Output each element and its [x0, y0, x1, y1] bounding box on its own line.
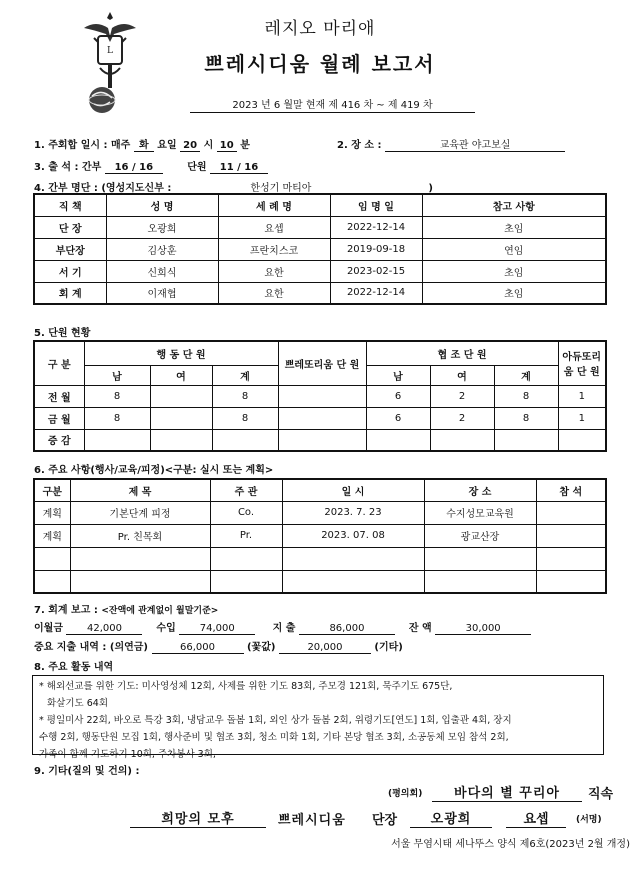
activity-line: 화살기도 64회 [47, 698, 108, 709]
table-row [34, 282, 606, 304]
event-type [34, 570, 70, 593]
total-header: 계 [212, 365, 278, 385]
event-attend [536, 547, 606, 570]
table-row [34, 501, 606, 524]
event-host [210, 547, 282, 570]
balance-amount: 30,000 [435, 623, 531, 635]
officer-baptism: 요한 [218, 282, 330, 304]
table-row [34, 429, 606, 451]
active-female [150, 385, 212, 407]
praesidium-member [278, 429, 366, 451]
officer-name: 오광희 [106, 216, 218, 238]
section-8-label: 8. 주요 활동 내역 [34, 662, 114, 673]
adjutor-count: 1 [558, 385, 606, 407]
income-amount: 74,000 [179, 623, 255, 635]
adjutor-count [558, 429, 606, 451]
org-title: 레지오 마리애 [264, 19, 376, 39]
svg-text:L: L [107, 46, 113, 56]
event-place: 수지성모교육원 [424, 501, 536, 524]
section-1-row [34, 136, 250, 152]
aux-female [430, 429, 494, 451]
officer-baptism: 요한 [218, 260, 330, 282]
meeting-day: 화 [134, 136, 154, 152]
section-9-label: 9. 기타(질의 및 건의) : [34, 766, 140, 777]
section-3-row [34, 158, 268, 174]
report-period: 2023 년 6 월말 현재 제 416 차 ~ 제 419 차 [190, 96, 475, 113]
officer-role: 회 계 [34, 282, 106, 304]
officer-note: 연임 [422, 238, 606, 260]
event-title: Pr. 친목회 [70, 524, 210, 547]
finance-label: 7. 회계 보고 : [34, 605, 98, 616]
flower-amount: 20,000 [279, 642, 371, 654]
event-header: 참 석 [536, 479, 606, 501]
finance-row [34, 619, 531, 635]
officers-table [33, 193, 607, 305]
aux-female: 2 [430, 407, 494, 429]
active-male [84, 429, 150, 451]
officer-note: 초임 [422, 282, 606, 304]
member-label: 단원 [187, 162, 207, 173]
officers-close: ) [428, 183, 433, 194]
officer-note: 초임 [422, 260, 606, 282]
aux-total [494, 429, 558, 451]
flower-label: (꽃값) [246, 642, 276, 653]
major-expense-label: 중요 지출 내역 : (의연금) [34, 642, 149, 653]
expense-label: 지 출 [272, 623, 296, 634]
report-title: 쁘레시디움 월례 보고서 [204, 52, 436, 76]
event-type: 계획 [34, 524, 70, 547]
form-footer: 서울 무염시태 세나뚜스 양식 제6호(2023년 2월 개정) [391, 839, 630, 850]
event-place [424, 547, 536, 570]
event-header: 제 목 [70, 479, 210, 501]
officer-header: 참고 사항 [422, 194, 606, 216]
major-expense-row [34, 638, 403, 654]
event-attend [536, 501, 606, 524]
event-attend [536, 524, 606, 547]
officer-baptism: 요셉 [218, 216, 330, 238]
active-header: 행 동 단 원 [84, 341, 278, 365]
income-label: 수입 [156, 623, 176, 634]
balance-label: 잔 액 [408, 623, 432, 634]
event-title: 기본단계 피정 [70, 501, 210, 524]
events-table [33, 478, 607, 594]
meeting-label: 1. 주회합 일시 : 매주 [34, 140, 131, 151]
event-place [424, 570, 536, 593]
members-table [33, 340, 607, 452]
event-attend [536, 570, 606, 593]
officer-date: 2023-02-15 [330, 260, 422, 282]
leader-label: 단장 [372, 813, 398, 828]
female-header: 여 [430, 365, 494, 385]
council-label: (평의회) [388, 789, 423, 799]
gubun-header: 구 분 [34, 341, 84, 385]
table-row [34, 385, 606, 407]
adjutor-header: 아듀또리움 단 원 [558, 341, 606, 385]
table-row [34, 570, 606, 593]
spiritual-director: 한성기 마티아 [250, 183, 312, 194]
section-6-label: 6. 주요 사항(행사/교육/피정)<구분: 실시 또는 계획> [34, 465, 274, 476]
adjutor-count: 1 [558, 407, 606, 429]
leader-baptism: 요셉 [506, 808, 566, 828]
leader-name: 오광희 [410, 808, 492, 828]
male-header: 남 [84, 365, 150, 385]
minute-unit: 분 [240, 140, 250, 151]
sign-label: (서명) [576, 815, 602, 825]
active-male: 8 [84, 407, 150, 429]
section-4-row [34, 179, 433, 194]
presidium-name: 희망의 모후 [130, 808, 266, 828]
officer-date: 2019-09-18 [330, 238, 422, 260]
officer-name: 신희식 [106, 260, 218, 282]
event-host [210, 570, 282, 593]
praesidium-member-header: 쁘레또리움 단 원 [278, 341, 366, 385]
donation-amount: 66,000 [152, 642, 244, 654]
meeting-minute: 10 [217, 140, 237, 152]
row-label: 전 월 [34, 385, 84, 407]
officer-role: 단 장 [34, 216, 106, 238]
active-total: 8 [212, 385, 278, 407]
yoil-label: 요일 [157, 140, 177, 151]
etc-label: (기타) [374, 642, 403, 653]
officer-note: 초임 [422, 216, 606, 238]
praesidium-member [278, 385, 366, 407]
officer-date: 2022-12-14 [330, 282, 422, 304]
table-row [34, 260, 606, 282]
member-attendance: 11 / 16 [210, 162, 268, 174]
table-row [34, 407, 606, 429]
aux-male [366, 429, 430, 451]
finance-note: <잔액에 관계없이 월말기준> [101, 606, 219, 616]
aux-female: 2 [430, 385, 494, 407]
carry-amount: 42,000 [66, 623, 142, 635]
section-5-label: 5. 단원 현황 [34, 328, 91, 339]
officer-role: 부단장 [34, 238, 106, 260]
activity-line: * 해외선교를 위한 기도: 미사영성체 12회, 사제를 위한 기도 83회, 주모경 121회, 묵주기도 675단, [39, 681, 453, 692]
table-row [34, 547, 606, 570]
place-label: 2. 장 소 : [337, 140, 382, 151]
event-host: Pr. [210, 524, 282, 547]
aux-male: 6 [366, 407, 430, 429]
section-7-row [34, 601, 218, 616]
officer-header: 성 명 [106, 194, 218, 216]
presidium-suffix: 쁘레시디움 [278, 813, 346, 828]
activity-line: * 평일미사 22회, 바오로 특강 3회, 냉담교우 돌봄 1회, 외인 상가 돌봄 2회, 위령기도[연도] 1회, 입출관 4회, 장지 [39, 715, 512, 726]
aux-total: 8 [494, 385, 558, 407]
auxiliary-header: 협 조 단 원 [366, 341, 558, 365]
praesidium-member [278, 407, 366, 429]
event-type [34, 547, 70, 570]
council-name: 바다의 별 꾸리아 [432, 782, 582, 802]
event-header: 일 시 [282, 479, 424, 501]
meeting-place: 교육관 야고보실 [385, 136, 565, 152]
event-date: 2023. 07. 08 [282, 524, 424, 547]
active-total: 8 [212, 407, 278, 429]
aux-male: 6 [366, 385, 430, 407]
officer-name: 이재협 [106, 282, 218, 304]
officer-name: 김상훈 [106, 238, 218, 260]
activity-line: 수행 2회, 행동단원 모집 1회, 행사준비 및 협조 3회, 청소 미화 1회, 기타 본당 협조 3회, 소공동체 모임 참석 2회, [39, 732, 509, 743]
male-header: 남 [366, 365, 430, 385]
council-suffix: 직속 [588, 787, 614, 802]
event-date [282, 547, 424, 570]
officer-attendance: 16 / 16 [105, 162, 163, 174]
row-label: 금 월 [34, 407, 84, 429]
officer-date: 2022-12-14 [330, 216, 422, 238]
event-header: 구분 [34, 479, 70, 501]
event-title [70, 547, 210, 570]
event-host: Co. [210, 501, 282, 524]
table-row [34, 238, 606, 260]
aux-total: 8 [494, 407, 558, 429]
officer-header: 직 책 [34, 194, 106, 216]
section-2-row [337, 136, 565, 152]
event-date: 2023. 7. 23 [282, 501, 424, 524]
event-header: 장 소 [424, 479, 536, 501]
officer-header: 임 명 일 [330, 194, 422, 216]
female-header: 여 [150, 365, 212, 385]
table-row [34, 216, 606, 238]
total-header: 계 [494, 365, 558, 385]
table-row [34, 524, 606, 547]
expense-amount: 86,000 [299, 623, 395, 635]
event-date [282, 570, 424, 593]
row-label: 증 감 [34, 429, 84, 451]
hour-unit: 시 [203, 140, 214, 151]
active-male: 8 [84, 385, 150, 407]
event-header: 주 관 [210, 479, 282, 501]
activity-line: 가족이 함께 기도하기 10회, 주차봉사 3회, [39, 749, 216, 760]
active-total [212, 429, 278, 451]
carry-label: 이월금 [34, 623, 63, 634]
officer-baptism: 프란치스코 [218, 238, 330, 260]
activity-box [32, 675, 604, 760]
event-title [70, 570, 210, 593]
event-place: 광교산장 [424, 524, 536, 547]
active-female [150, 429, 212, 451]
officers-label: 4. 간부 명단 : (영성지도신부 : [34, 183, 172, 194]
attendance-label: 3. 출 석 : 간부 [34, 162, 102, 173]
active-female [150, 407, 212, 429]
event-type: 계획 [34, 501, 70, 524]
officer-role: 서 기 [34, 260, 106, 282]
meeting-hour: 20 [180, 140, 200, 152]
officer-header: 세 례 명 [218, 194, 330, 216]
